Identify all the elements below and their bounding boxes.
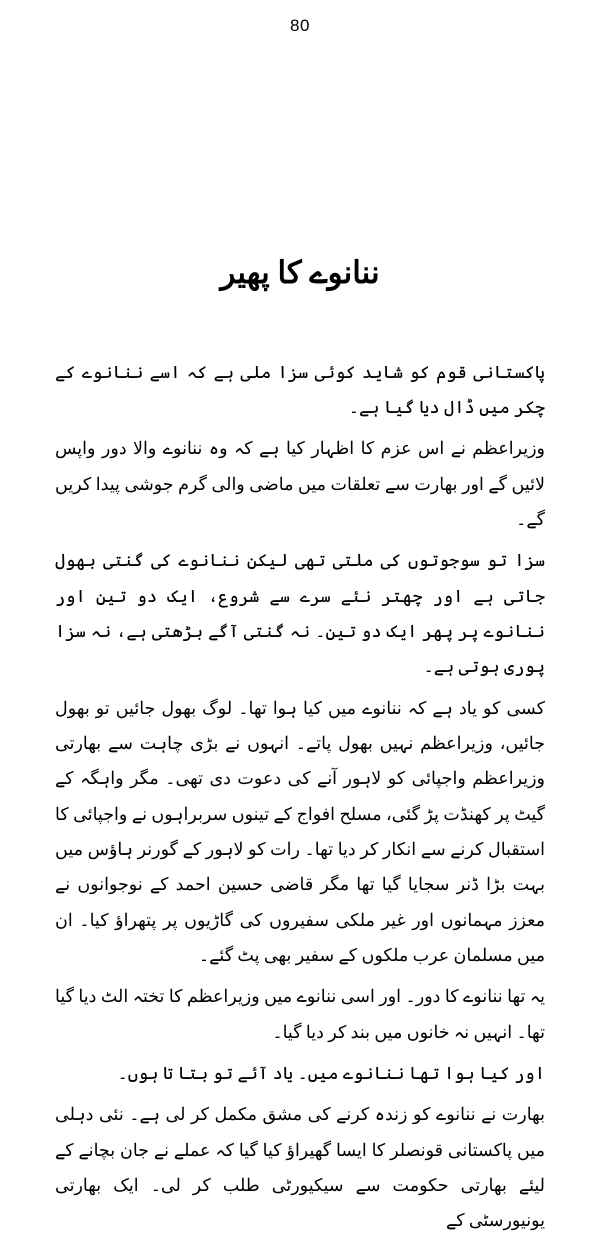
paragraph: پاکستانی قوم کو شاید کوئی سزا ملی ہے کہ اسے ننانوے کے چکر میں ڈال دیا گیا ہے۔ <box>55 361 545 417</box>
chapter-title: ننانوے کا پھیر <box>220 255 380 290</box>
paragraph: کسی کو یاد ہے کہ ننانوے میں کیا ہوا تھا۔ لوگ بھول جائیں تو بھول جائیں، وزیراعظم نہیں بھول پاتے۔ انہوں نے بڑی چاہت سے بھارتی وزیراعظم واجپائی کو لاہور آنے کی دعوت دی تھی۔ مگر واہگہ کے گیٹ پر کھنڈت پڑ گئی، مسلح افواج کے تینوں سربراہوں نے واجپائی کا استقبال کرنے سے انکار کر دیا تھا۔ رات کو لاہور کے گورنر ہاؤس میں بہت بڑا ڈنر سجایا گیا تھا مگر قاضی حسین احمد کے نوجوانوں نے معزز مہمانوں اور غیر ملکی سفیروں کی گاڑیوں پر پتھراؤ کیا۔ ان میں مسلمان عرب ملکوں کے سفیر بھی پٹ گئے۔ <box>55 697 545 965</box>
paragraph: اور کیا ہوا تھا ننانوے میں۔ یاد آئے تو بتا تا ہوں۔ <box>117 1063 545 1084</box>
paragraph: یہ تھا ننانوے کا دور۔ اور اسی ننانوے میں وزیراعظم کا تختہ الٹ دیا گیا تھا۔ انہیں نہ خانوں میں بند کر دیا گیا۔ <box>55 986 545 1042</box>
paragraph-block <box>55 691 545 974</box>
paragraph: سزا تو سوجوتوں کی ملتی تھی لیکن ننانوے کی گنتی بھول جاتی ہے اور چھتر نئے سرے سے شروع، ایک دو تین اور ننانوے پر پھر ایک دو تین۔ نہ گنتی آگے بڑھتی ہے، نہ سزا پوری ہوتی ہے۔ <box>55 550 545 677</box>
page-number: 80 <box>290 16 310 35</box>
paragraph: بھارت نے ننانوے کو زندہ کرنے کی مشق مکمل کر لی ہے۔ نئی دہلی میں پاکستانی قونصلر کا ایسا گھیراؤ کیا گیا کہ عملے نے جان بچانے کے لیئے بھارتی حکومت سے سیکیورٹی طلب کر لی۔ ایک بھارتی یونیورسٹی کے <box>55 1104 545 1231</box>
paragraph-block <box>55 431 545 537</box>
paragraph-block <box>55 355 545 426</box>
paragraph-block <box>55 543 545 684</box>
paragraph-block <box>55 1097 545 1238</box>
page-content <box>55 250 545 1241</box>
paragraph: وزیراعظم نے اس عزم کا اظہار کیا ہے کہ وہ ننانوے والا دور واپس لائیں گے اور بھارت سے تعلقات میں ماضی والی گرم جوشی پیدا کریں گے۔ <box>55 438 545 529</box>
paragraph-block <box>55 1056 545 1091</box>
